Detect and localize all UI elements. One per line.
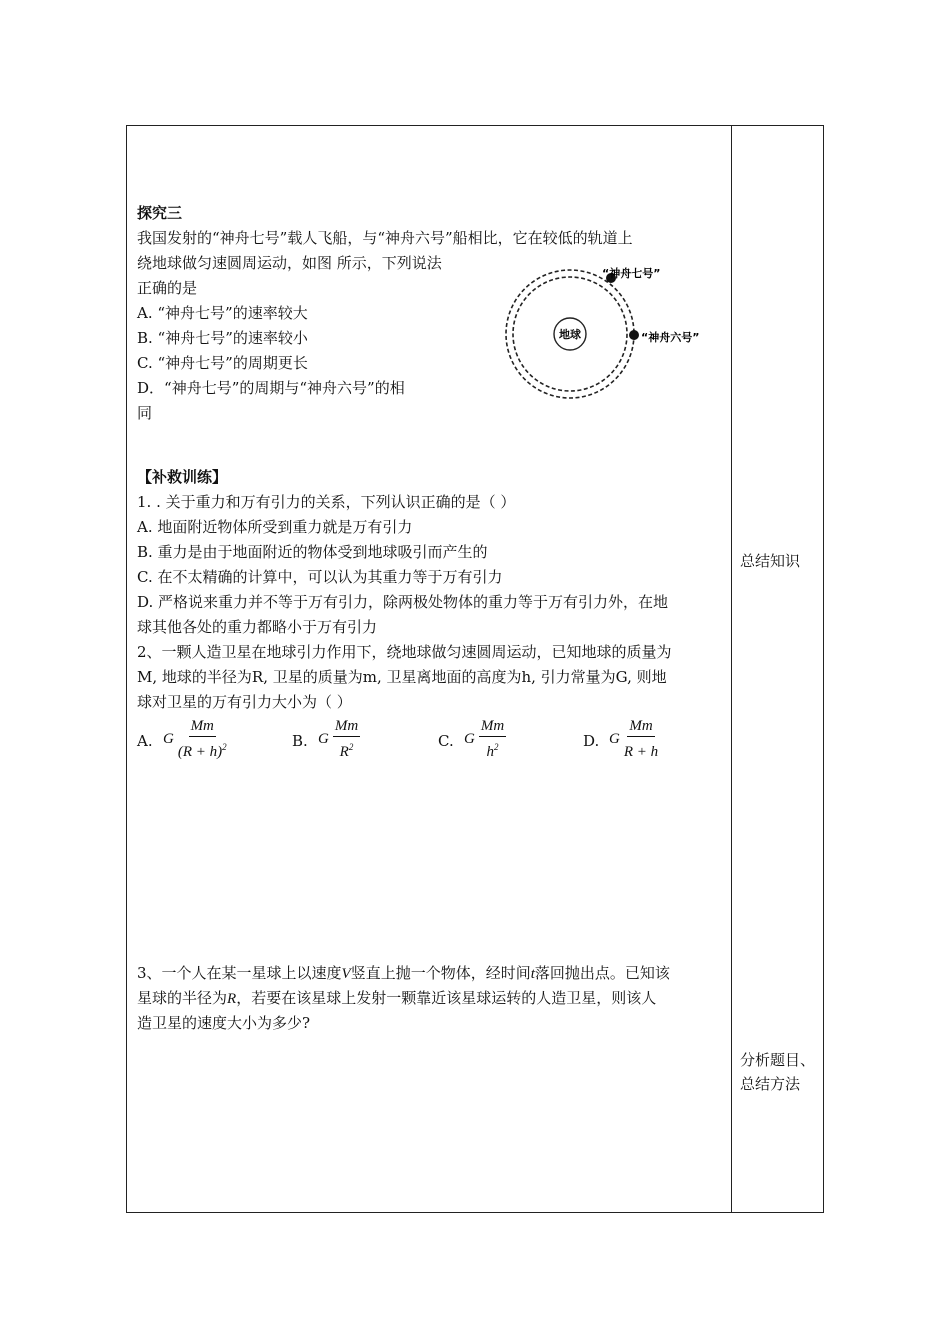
q2-line-3: 球对卫星的万有引力大小为（ ） [137,693,352,711]
numerator: Mm [333,717,360,737]
explore-option-d: D．“神舟七号”的周期与“神舟六号”的相 [137,379,405,397]
explore-line-2: 绕地球做匀速圆周运动，如图 所示，下列说法 [137,254,442,272]
remedial-title: 【补救训练】 [137,468,228,486]
q3-text: 落回抛出点。已知该 [534,964,670,982]
q3-text: ，若要在该星球上发射一颗靠近该星球运转的人造卫星，则该人 [236,989,657,1007]
explore-line-1: 我国发射的“神舟七号”载人飞船，与“神舟六号”船相比，它在较低的轨道上 [137,229,633,247]
q3-line-3: 造卫星的速度大小为多少? [137,1014,311,1032]
explore-line-3: 正确的是 [137,279,198,297]
gravity-constant: G [163,730,174,747]
q1-stem: 1. . 关于重力和万有引力的关系，下列认识正确的是（ ） [137,493,516,511]
exponent: 2 [348,742,354,752]
shenzhou-6-label: “神舟六号” [641,331,700,344]
side-note-method: 总结方法 [740,1075,801,1093]
q2-option-b-label: B. [292,732,308,750]
q2-option-d-label: D. [583,732,600,750]
gravity-constant: G [464,730,475,747]
q2-option-d-formula [609,717,658,761]
shenzhou-6-dot [629,330,639,340]
radius-symbol: R [227,991,237,1007]
earth-label: 地球 [559,328,581,341]
time-symbol: t [530,966,535,982]
q2-option-a-label: A. [137,732,153,750]
denominator: (R + h) [177,744,223,760]
shenzhou-7-label: “神舟七号” [602,267,661,280]
side-note-analyze: 分析题目、 [740,1051,816,1069]
q2-line-1: 2、一颗人造卫星在地球引力作用下，绕地球做匀速圆周运动，已知地球的质量为 [137,643,672,661]
exponent: 2 [222,742,227,752]
explore-option-c: C. “神舟七号”的周期更长 [137,354,308,372]
q1-option-d: D. 严格说来重力并不等于万有引力，除两极处物体的重力等于万有引力外，在地 [137,593,669,611]
denominator: R [339,744,349,760]
q1-option-a: A. 地面附近物体所受到重力就是万有引力 [137,518,413,536]
explore-option-d-cont: 同 [137,404,153,422]
column-divider [731,125,732,1213]
denominator: R + h [623,744,659,760]
q3-line-2 [137,988,656,1009]
q3-text: 3、一个人在某一星球上以速度 [137,964,342,982]
velocity-symbol: V [341,966,351,982]
numerator: Mm [189,717,216,737]
numerator: Mm [627,717,654,737]
q2-option-c-label: C. [438,732,454,750]
q3-line-1 [137,963,670,984]
explore-title: 探究三 [137,204,183,222]
q2-option-c-formula [464,717,506,761]
side-note-summary: 总结知识 [740,552,801,570]
q2-line-2: M, 地球的半径为R, 卫星的质量为m, 卫星离地面的高度为h, 引力常量为G, 则地 [137,668,667,686]
q2-option-b-formula [318,717,360,761]
q1-option-c: C. 在不太精确的计算中，可以认为其重力等于万有引力 [137,568,503,586]
denominator: h [486,744,494,760]
gravity-constant: G [609,730,620,747]
q1-option-b: B. 重力是由于地面附近的物体受到地球吸引而产生的 [137,543,488,561]
explore-option-a: A. “神舟七号”的速率较大 [137,304,308,322]
q1-option-d-cont: 球其他各处的重力都略小于万有引力 [137,618,378,636]
q3-text: 竖直上抛一个物体，经时间 [350,964,531,982]
numerator: Mm [479,717,506,737]
orbit-diagram [500,255,715,400]
gravity-constant: G [318,730,329,747]
q2-option-a-formula [163,717,227,761]
q3-text: 星球的半径为 [137,989,228,1007]
explore-option-b: B. “神舟七号”的速率较小 [137,329,308,347]
exponent: 2 [494,742,499,752]
